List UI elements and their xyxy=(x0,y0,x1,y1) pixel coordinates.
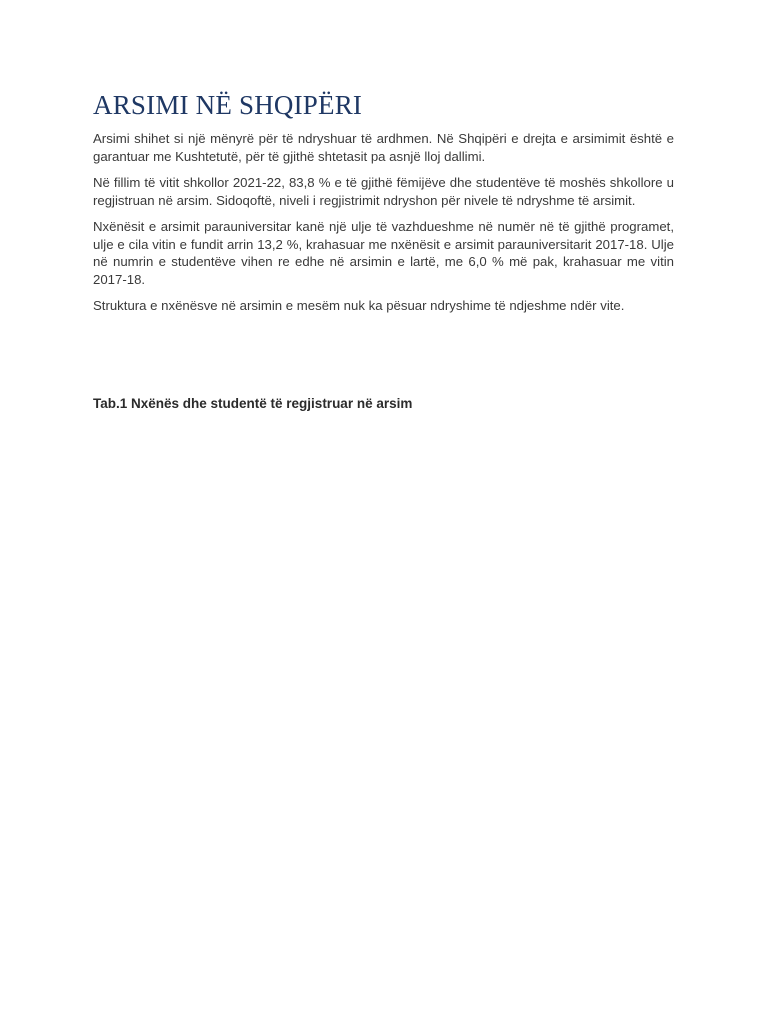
paragraph-pre-university: Nxënësit e arsimit parauniversitar kanë një ulje të vazhdueshme në numër në të gjithë programet, ulje e cila vitin e fundit arrin 13,2 %, krahasuar me nxënësit e arsimit parauniversitarit 2017-18. Ulje në numrin e studentëve vihen re edhe në arsimin e lartë, me 6,0 % më pak, krahasuar me vitin 2017-18. xyxy=(93,219,674,287)
page-title: ARSIMI NË SHQIPËRI xyxy=(93,90,363,120)
paragraph-structure: Struktura e nxënësve në arsimin e mesëm nuk ka pësuar ndryshime të ndjeshme ndër vite. xyxy=(93,298,625,313)
table-caption: Tab.1 Nxënës dhe studentë të regjistruar në arsim xyxy=(93,396,413,411)
paragraph-enrollment: Në fillim të vitit shkollor 2021-22, 83,8 % e të gjithë fëmijëve dhe studentëve të moshës shkollore u regjistruan në arsim. Sidoqoftë, niveli i regjistrimit ndryshon për nivele të ndryshme të arsimit. xyxy=(93,175,674,208)
document-body xyxy=(93,88,674,324)
paragraph-intro: Arsimi shihet si një mënyrë për të ndryshuar të ardhmen. Në Shqipëri e drejta e arsimimit është e garantuar me Kushtetutë, për të gjithë shtetasit pa asnjë lloj dallimi. xyxy=(93,131,674,164)
